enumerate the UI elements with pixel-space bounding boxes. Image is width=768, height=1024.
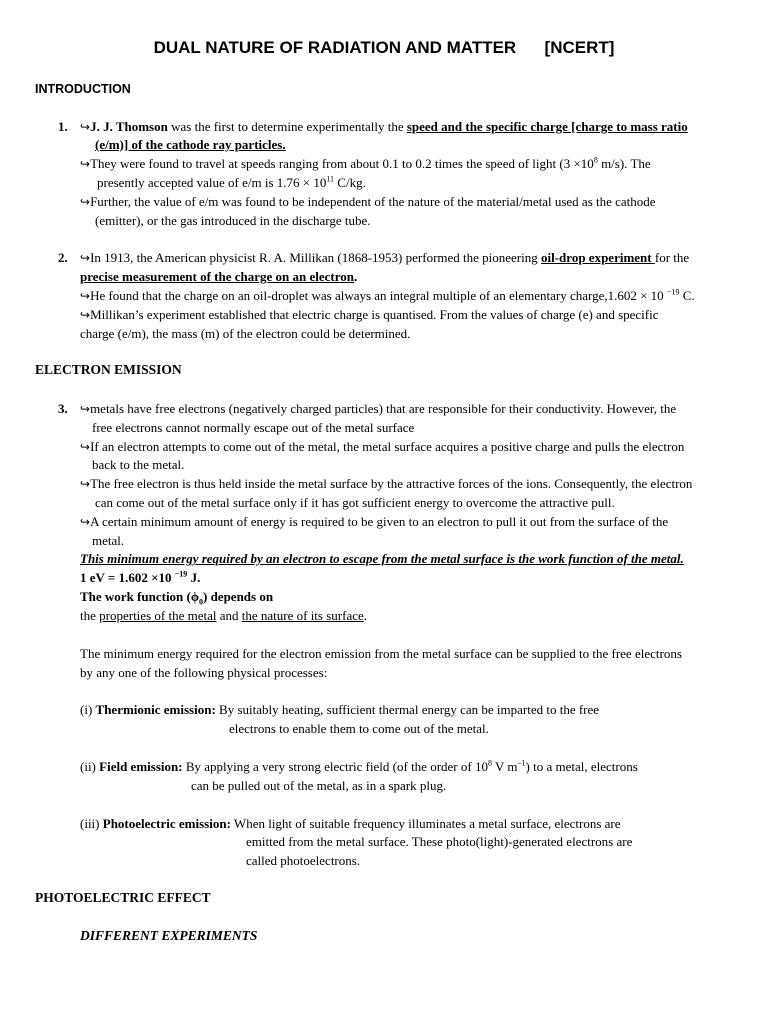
p3-line-2: free electrons cannot normally escape out of the metal surface [92, 420, 415, 435]
p1-line-3: ↪They were found to travel at speeds ranging from about 0.1 to 0.2 times the speed of light ($3 \times 10^8$ m/s). The [80, 155, 651, 171]
work-function-depends: The work function $(\phi_0)$ depends on [80, 589, 274, 607]
heading-photoelectric-effect: PHOTOELECTRIC EFFECT [35, 890, 211, 905]
photoelectric-line-2: emitted from the metal surface. These photo(light)-generated electrons are [246, 834, 633, 849]
hook-arrow-icon: ↪ [80, 477, 91, 491]
hook-arrow-icon: ↪ [80, 308, 91, 322]
p1-line-5: ↪Further, the value of e/m was found to be independent of the nature of the material/metal used as the cathode [80, 194, 656, 209]
p3-line-6: can come out of the metal surface only if it has got sufficient energy to overcome the attractive pull. [95, 495, 615, 510]
work-function-definition: This minimum energy required by an electron to escape from the metal surface is the work function of the metal. [80, 551, 684, 566]
p2-line-3: ↪He found that the charge on an oil-droplet was always an integral multiple of an elementary charge,1.602 × 10 $^{-19}$ C. [80, 287, 695, 303]
p2-line-1: ↪In 1913, the American physicist R. A. Millikan (1868-1953) performed the pioneering oil-drop experiment for the [80, 250, 690, 265]
p2-line-4: ↪Millikan’s experiment established that electric charge is quantised. From the values of charge (e) and specific [80, 307, 659, 322]
supply-line-1: The minimum energy required for the electron emission from the metal surface can be supplied to the free electrons [80, 646, 682, 661]
item-number-3: 3. [58, 401, 68, 416]
p1-line-1: ↪J. J. Thomson was the first to determine experimentally the speed and the specific charge [charge to mass ratio [80, 119, 688, 134]
heading-different-experiments: DIFFERENT EXPERIMENTS [80, 928, 258, 943]
p1-line-2: (e/m)] of the cathode ray particles. [95, 137, 286, 152]
hook-arrow-icon: ↪ [80, 402, 91, 416]
p3-line-1: ↪metals have free electrons (negatively charged particles) that are responsible for their conductivity. However, the [80, 401, 677, 416]
hook-arrow-icon: ↪ [80, 157, 91, 171]
p1-line-4: presently accepted value of e/m is $1.76 \times 10^{11}$ C/kg. [97, 174, 366, 190]
item-number-1: 1. [58, 119, 68, 134]
hook-arrow-icon: ↪ [80, 120, 91, 134]
p1-line-6: (emitter), or the gas introduced in the discharge tube. [95, 213, 371, 228]
photoelectric-line-3: called photoelectrons. [246, 853, 361, 868]
hook-arrow-icon: ↪ [80, 251, 91, 265]
hook-arrow-icon: ↪ [80, 515, 91, 529]
p3-line-4: back to the metal. [92, 457, 185, 472]
p3-line-7: ↪A certain minimum amount of energy is required to be given to an electron to pull it out from the surface of the [80, 514, 669, 529]
hook-arrow-icon: ↪ [80, 195, 91, 209]
supply-line-2: by any one of the following physical processes: [80, 665, 328, 680]
thermionic-line-2: electrons to enable them to come out of the metal. [229, 721, 489, 736]
item-number-2: 2. [58, 250, 68, 265]
heading-electron-emission: ELECTRON EMISSION [35, 362, 182, 377]
heading-introduction: INTRODUCTION [35, 82, 131, 96]
field-line-2: can be pulled out of the metal, as in a spark plug. [191, 778, 447, 793]
page-title: DUAL NATURE OF RADIATION AND MATTER [NCERT] [153, 38, 615, 57]
hook-arrow-icon: ↪ [80, 289, 91, 303]
photoelectric-line-1: (iii) Photoelectric emission: When light of suitable frequency illuminates a metal surface, electrons are [80, 816, 621, 831]
hook-arrow-icon: ↪ [80, 440, 91, 454]
p3-line-8: metal. [92, 533, 125, 548]
thermionic-line-1: (i) Thermionic emission: By suitably heating, sufficient thermal energy can be imparted to the free [80, 702, 600, 717]
p2-line-5: charge (e/m), the mass (m) of the electron could be determined. [80, 326, 411, 341]
electron-volt-value: 1 eV = 1.602 ×10 $^{-19}$ J. [80, 569, 201, 585]
work-function-factors: the properties of the metal and the nature of its surface. [80, 608, 368, 623]
field-line-1: (ii) Field emission: By applying a very strong electric field (of the order of $10^8$ V $m^{-1}$) to a metal, electrons [80, 758, 638, 774]
p3-line-5: ↪The free electron is thus held inside the metal surface by the attractive forces of the ions. Consequently, the electron [80, 476, 693, 491]
p2-line-2: precise measurement of the charge on an electron. [80, 269, 358, 284]
p3-line-3: ↪If an electron attempts to come out of the metal, the metal surface acquires a positive charge and pulls the electron [80, 439, 685, 454]
